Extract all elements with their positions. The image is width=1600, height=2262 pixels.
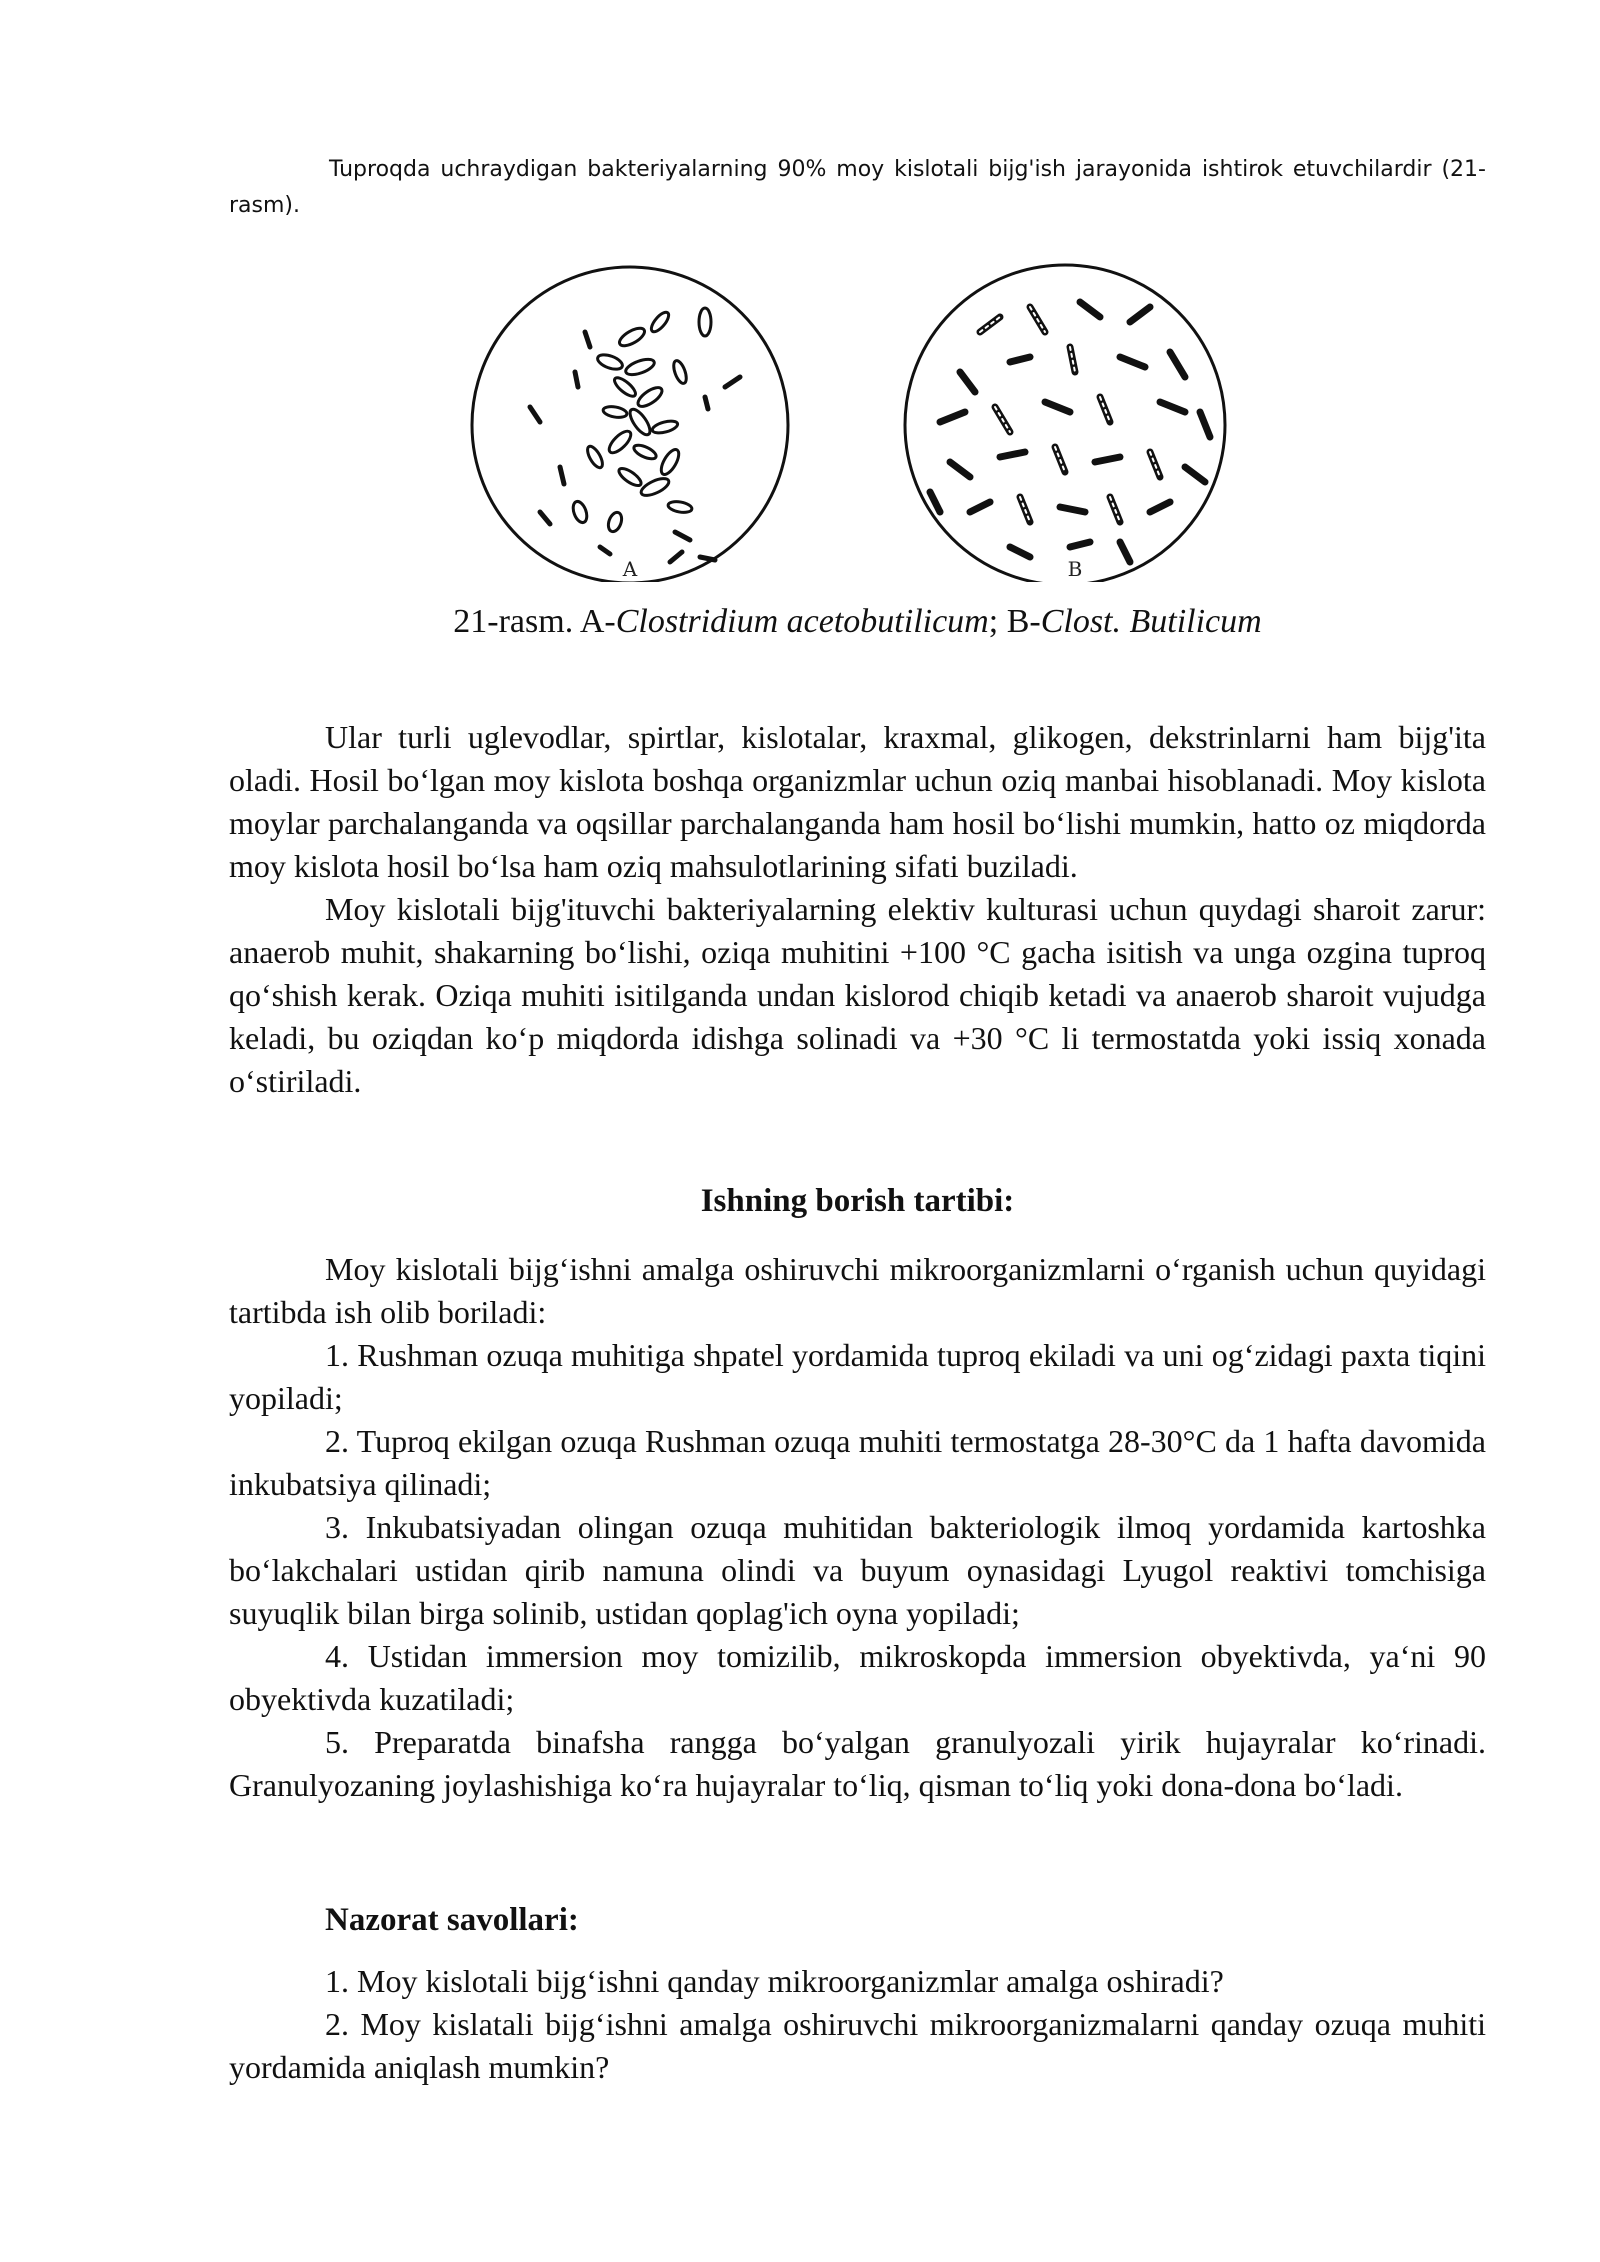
question-2: 2. Moy kislatali bijg‘ishni amalga oshiruvchi mikroorganizmalarni qanday ozuqa muhiti yordamida aniqlash mumkin? <box>229 2006 1486 2085</box>
panel-b-clostridium-butilicum <box>905 265 1225 582</box>
question-1: 1. Moy kislotali bijg‘ishni qanday mikroorganizmlar amalga oshiradi? <box>325 1963 1224 1999</box>
figure-21-microscope-views <box>470 262 1240 582</box>
figure-caption <box>229 603 1486 641</box>
procedure-step-3: 3. Inkubatsiyadan olingan ozuqa muhitidan bakteriologik ilmoq yordamida kartoshka bo‘lakchalari ustidan qirib namuna olindi va buyum oynasidagi Lyugol reaktivi tomchisiga suyuqlik bilan birga solinib, ustidan qoplag'ich oyna yopiladi; <box>229 1509 1486 1631</box>
panel-a-clostridium-acetobutilicum <box>472 267 788 582</box>
procedure-intro: Moy kislotali bijg‘ishni amalga oshiruvchi mikroorganizmlarni o‘rganish uchun quyidagi tartibda ish olib boriladi: <box>229 1251 1486 1330</box>
procedure-heading: Ishning borish tartibi: <box>700 1183 1015 1219</box>
procedure-section <box>229 1248 1486 1807</box>
panel-a-label: A <box>622 557 638 581</box>
paragraph-1: Ular turli uglevodlar, spirtlar, kislotalar, kraxmal, glikogen, dekstrinlarni ham bijg'ita oladi. Hosil bo‘lgan moy kislota boshqa organizmlar uchun oziq manbai hisoblanadi. Moy kislota moylar parchalanganda va oqsillar parchalanganda ham hosil bo‘lishi mumkin, hatto oz miqdorda moy kislota hosil bo‘lsa ham oziq mahsulotlarining sifati buziladi. <box>229 719 1486 884</box>
procedure-step-5: 5. Preparatda binafsha rangga bo‘yalgan granulyozali yirik hujayralar ko‘rinadi. Granulyozaning joylashishiga ko‘ra hujayralar to‘liq, qisman to‘liq yoki dona-dona bo‘ladi. <box>229 1724 1486 1803</box>
intro-paragraph: Tuproqda uchraydigan bakteriyalarning 90% moy kislotali bijg'ish jarayonida ishtirok etuvchilardir (21-rasm). <box>229 157 1486 218</box>
caption-species-b: Clost. Butilicum <box>1040 603 1262 640</box>
caption-prefix: 21-rasm. A- <box>453 603 616 640</box>
paragraph-2: Moy kislotali bijg'ituvchi bakteriyalarning elektiv kulturasi uchun quydagi sharoit zarur: anaerob muhit, shakarning bo‘lishi, oziqa muhitini +100 °C gacha isitish va unga ozgina tuproq qo‘shish kerak. Oziqa muhiti isitilganda undan kislorod chiqib ketadi va anaerob sharoit vujudga keladi, bu oziqdan ko‘p miqdorda idishga solinadi va +30 °C li termostatda yoki issiq xonada o‘stiriladi. <box>229 891 1486 1099</box>
procedure-step-4: 4. Ustidan immersion moy tomizilib, mikroskopda immersion obyektivda, ya‘ni 90 obyektivda kuzatiladi; <box>229 1638 1486 1717</box>
caption-species-a: Clostridium acetobutilicum <box>615 603 989 640</box>
description-section <box>229 716 1486 1103</box>
caption-separator: ; B- <box>988 603 1041 640</box>
procedure-step-2: 2. Tuproq ekilgan ozuqa Rushman ozuqa muhiti termostatga 28-30°C da 1 hafta davomida inkubatsiya qilinadi; <box>229 1423 1486 1502</box>
procedure-step-1: 1. Rushman ozuqa muhitiga shpatel yordamida tuproq ekiladi va uni og‘zidagi paxta tiqini yopiladi; <box>229 1337 1486 1416</box>
questions-heading: Nazorat savollari: <box>325 1902 579 1938</box>
questions-section <box>229 1960 1486 2089</box>
panel-b-label: B <box>1067 557 1083 581</box>
